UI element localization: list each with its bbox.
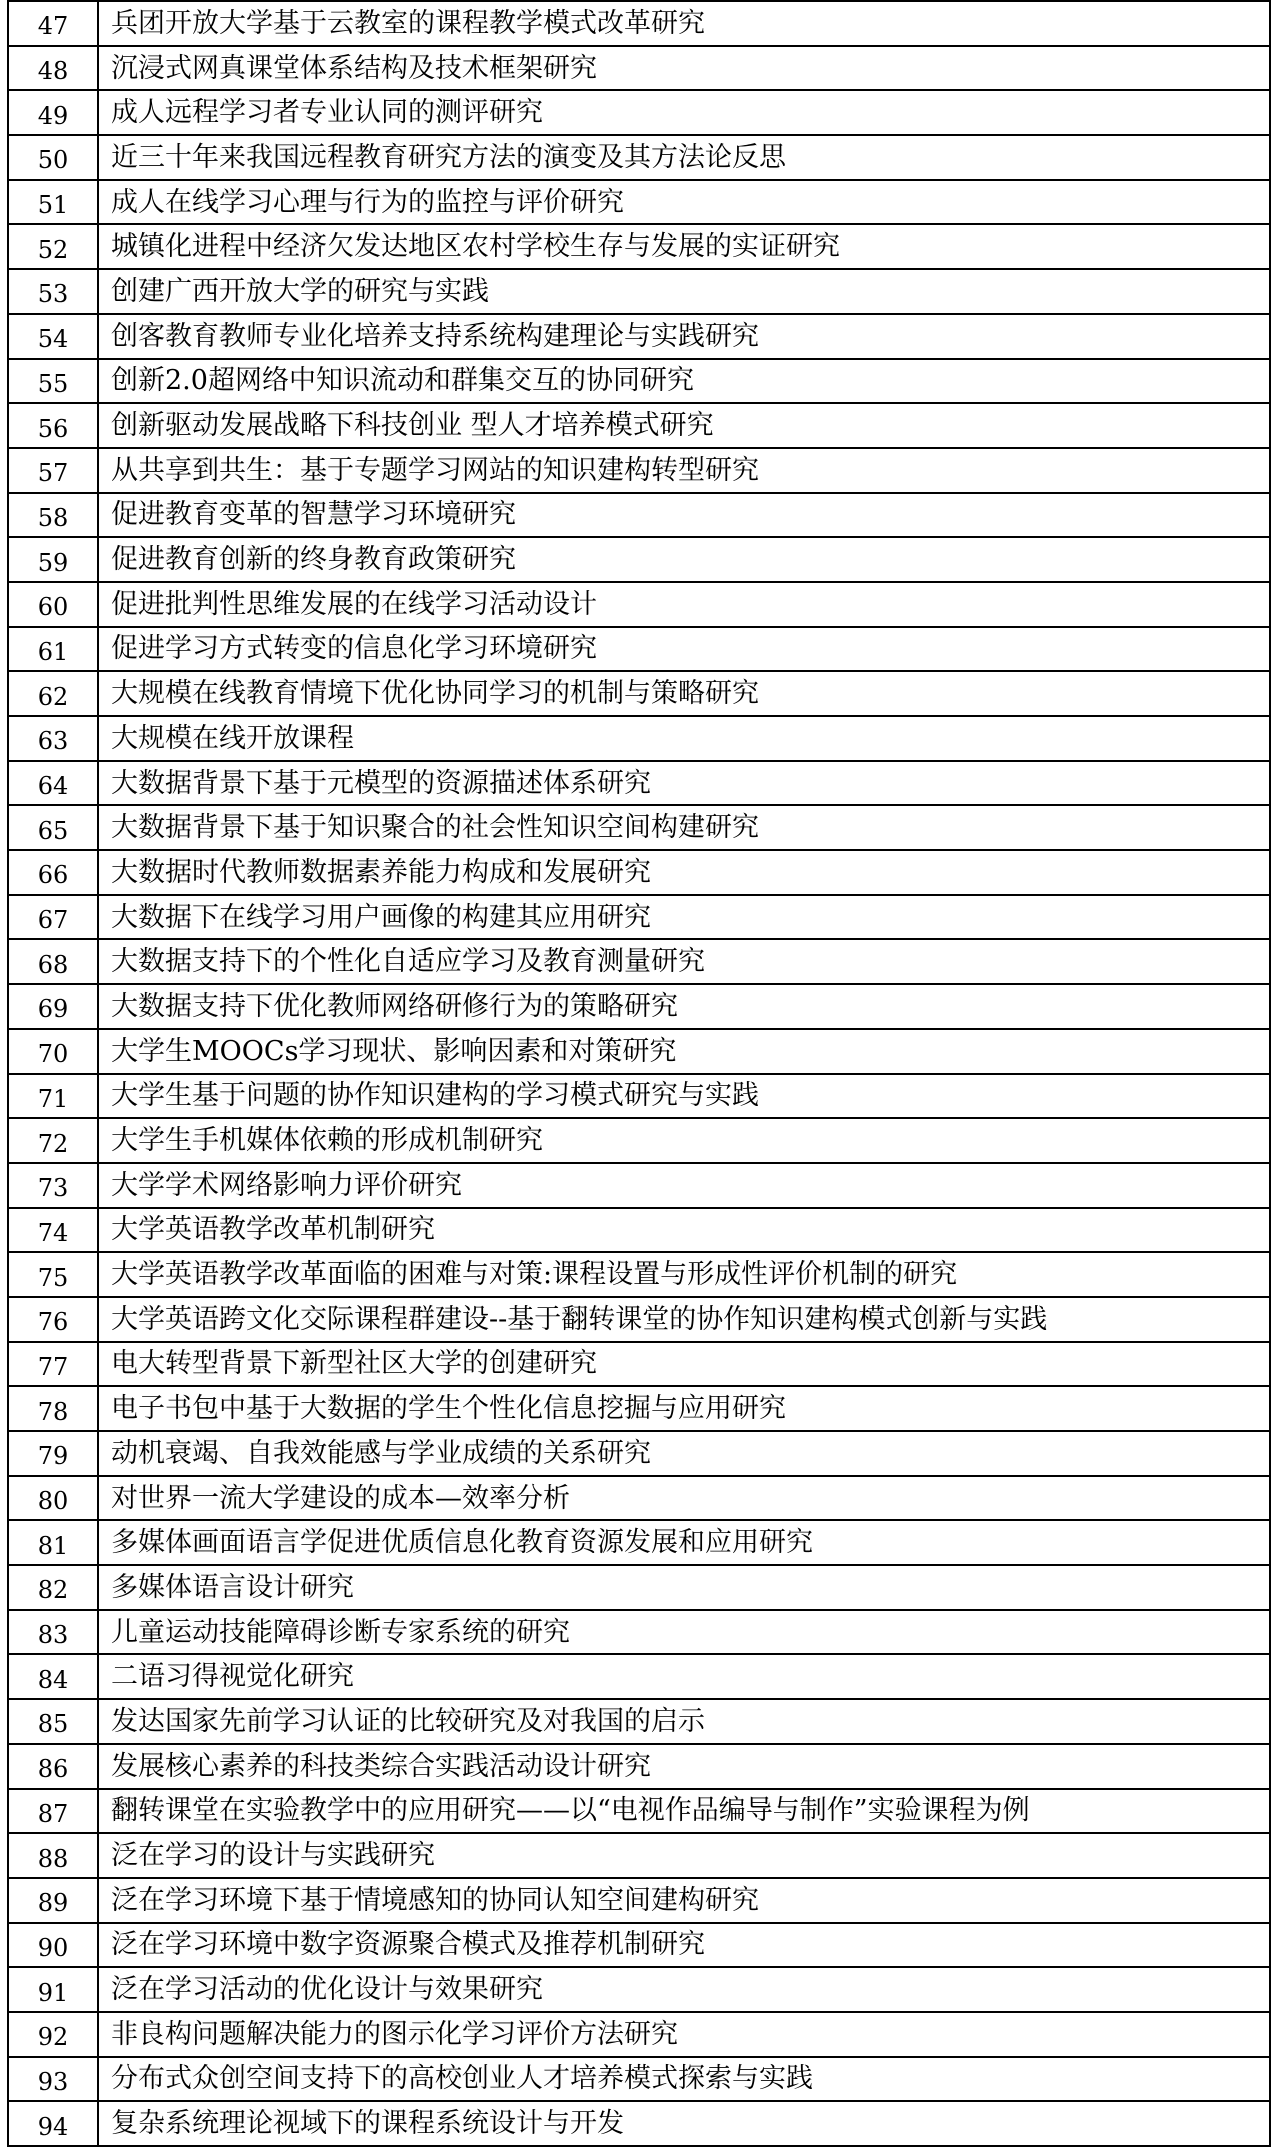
- project-title: 发展核心素养的科技类综合实践活动设计研究: [98, 1744, 1270, 1789]
- table-row: [8, 2057, 1270, 2102]
- project-title: 创建广西开放大学的研究与实践: [98, 269, 1270, 314]
- table-row: [8, 1923, 1270, 1968]
- row-number: 50: [8, 135, 98, 180]
- project-title: 多媒体画面语言学促进优质信息化教育资源发展和应用研究: [98, 1520, 1270, 1565]
- table-row: [8, 1118, 1270, 1163]
- project-title: 促进学习方式转变的信息化学习环境研究: [98, 627, 1270, 672]
- row-number: 47: [8, 1, 98, 46]
- row-number: 81: [8, 1520, 98, 1565]
- table-row: [8, 180, 1270, 225]
- table-row: [8, 1699, 1270, 1744]
- table-row: [8, 1476, 1270, 1521]
- table-row: [8, 1789, 1270, 1834]
- table-row: [8, 1, 1270, 46]
- document-page: [7, 0, 1271, 2147]
- table-row: [8, 761, 1270, 806]
- row-number: 76: [8, 1297, 98, 1342]
- row-number: 55: [8, 359, 98, 404]
- table-row: [8, 2101, 1270, 2146]
- research-topics-table: [7, 0, 1271, 2147]
- row-number: 57: [8, 448, 98, 493]
- project-title: 电子书包中基于大数据的学生个性化信息挖掘与应用研究: [98, 1386, 1270, 1431]
- table-row: [8, 805, 1270, 850]
- table-row: [8, 1297, 1270, 1342]
- table-row: [8, 1029, 1270, 1074]
- project-title: 大数据支持下优化教师网络研修行为的策略研究: [98, 984, 1270, 1029]
- table-row: [8, 90, 1270, 135]
- table-row: [8, 269, 1270, 314]
- table-row: [8, 1833, 1270, 1878]
- project-title: 二语习得视觉化研究: [98, 1654, 1270, 1699]
- project-title: 创新驱动发展战略下科技创业 型人才培养模式研究: [98, 403, 1270, 448]
- table-row: [8, 1208, 1270, 1253]
- table-row: [8, 1386, 1270, 1431]
- table-row: [8, 1610, 1270, 1655]
- project-title: 沉浸式网真课堂体系结构及技术框架研究: [98, 46, 1270, 91]
- row-number: 65: [8, 805, 98, 850]
- project-title: 大学生手机媒体依赖的形成机制研究: [98, 1118, 1270, 1163]
- project-title: 促进教育创新的终身教育政策研究: [98, 537, 1270, 582]
- row-number: 69: [8, 984, 98, 1029]
- table-row: [8, 135, 1270, 180]
- row-number: 59: [8, 537, 98, 582]
- row-number: 48: [8, 46, 98, 91]
- project-title: 动机衰竭、自我效能感与学业成绩的关系研究: [98, 1431, 1270, 1476]
- table-row: [8, 314, 1270, 359]
- project-title: 大学英语教学改革面临的困难与对策:课程设置与形成性评价机制的研究: [98, 1252, 1270, 1297]
- project-title: 大规模在线开放课程: [98, 716, 1270, 761]
- project-title: 大数据背景下基于元模型的资源描述体系研究: [98, 761, 1270, 806]
- project-title: 儿童运动技能障碍诊断专家系统的研究: [98, 1610, 1270, 1655]
- table-row: [8, 939, 1270, 984]
- table-row: [8, 359, 1270, 404]
- table-row: [8, 403, 1270, 448]
- project-title: 成人远程学习者专业认同的测评研究: [98, 90, 1270, 135]
- project-title: 促进批判性思维发展的在线学习活动设计: [98, 582, 1270, 627]
- row-number: 54: [8, 314, 98, 359]
- project-title: 大学英语跨文化交际课程群建设--基于翻转课堂的协作知识建构模式创新与实践: [98, 1297, 1270, 1342]
- row-number: 52: [8, 224, 98, 269]
- row-number: 84: [8, 1654, 98, 1699]
- row-number: 67: [8, 895, 98, 940]
- row-number: 49: [8, 90, 98, 135]
- table-row: [8, 493, 1270, 538]
- row-number: 53: [8, 269, 98, 314]
- row-number: 51: [8, 180, 98, 225]
- row-number: 64: [8, 761, 98, 806]
- project-title: 电大转型背景下新型社区大学的创建研究: [98, 1342, 1270, 1387]
- project-title: 兵团开放大学基于云教室的课程教学模式改革研究: [98, 1, 1270, 46]
- table-row: [8, 850, 1270, 895]
- table-row: [8, 448, 1270, 493]
- project-title: 发达国家先前学习认证的比较研究及对我国的启示: [98, 1699, 1270, 1744]
- row-number: 71: [8, 1074, 98, 1119]
- table-row: [8, 895, 1270, 940]
- table-row: [8, 2012, 1270, 2057]
- project-title: 大数据支持下的个性化自适应学习及教育测量研究: [98, 939, 1270, 984]
- table-row: [8, 537, 1270, 582]
- row-number: 85: [8, 1699, 98, 1744]
- project-title: 促进教育变革的智慧学习环境研究: [98, 493, 1270, 538]
- table-row: [8, 1163, 1270, 1208]
- table-row: [8, 1654, 1270, 1699]
- table-row: [8, 1878, 1270, 1923]
- row-number: 56: [8, 403, 98, 448]
- row-number: 78: [8, 1386, 98, 1431]
- row-number: 82: [8, 1565, 98, 1610]
- row-number: 68: [8, 939, 98, 984]
- row-number: 72: [8, 1118, 98, 1163]
- row-number: 87: [8, 1789, 98, 1834]
- table-row: [8, 1252, 1270, 1297]
- table-row: [8, 984, 1270, 1029]
- project-title: 泛在学习的设计与实践研究: [98, 1833, 1270, 1878]
- table-row: [8, 1342, 1270, 1387]
- project-title: 复杂系统理论视域下的课程系统设计与开发: [98, 2101, 1270, 2146]
- row-number: 62: [8, 671, 98, 716]
- row-number: 88: [8, 1833, 98, 1878]
- row-number: 63: [8, 716, 98, 761]
- project-title: 创客教育教师专业化培养支持系统构建理论与实践研究: [98, 314, 1270, 359]
- project-title: 近三十年来我国远程教育研究方法的演变及其方法论反思: [98, 135, 1270, 180]
- row-number: 90: [8, 1923, 98, 1968]
- table-row: [8, 224, 1270, 269]
- row-number: 94: [8, 2101, 98, 2146]
- row-number: 60: [8, 582, 98, 627]
- table-row: [8, 1520, 1270, 1565]
- project-title: 泛在学习环境中数字资源聚合模式及推荐机制研究: [98, 1923, 1270, 1968]
- project-title: 城镇化进程中经济欠发达地区农村学校生存与发展的实证研究: [98, 224, 1270, 269]
- project-title: 泛在学习环境下基于情境感知的协同认知空间建构研究: [98, 1878, 1270, 1923]
- project-title: 从共享到共生：基于专题学习网站的知识建构转型研究: [98, 448, 1270, 493]
- table-row: [8, 671, 1270, 716]
- row-number: 92: [8, 2012, 98, 2057]
- row-number: 89: [8, 1878, 98, 1923]
- project-title: 大学生MOOCs学习现状、影响因素和对策研究: [98, 1029, 1270, 1074]
- row-number: 79: [8, 1431, 98, 1476]
- project-title: 大数据时代教师数据素养能力构成和发展研究: [98, 850, 1270, 895]
- row-number: 75: [8, 1252, 98, 1297]
- table-row: [8, 1431, 1270, 1476]
- row-number: 74: [8, 1208, 98, 1253]
- row-number: 86: [8, 1744, 98, 1789]
- project-title: 分布式众创空间支持下的高校创业人才培养模式探索与实践: [98, 2057, 1270, 2102]
- project-title: 创新2.0超网络中知识流动和群集交互的协同研究: [98, 359, 1270, 404]
- project-title: 对世界一流大学建设的成本—效率分析: [98, 1476, 1270, 1521]
- project-title: 泛在学习活动的优化设计与效果研究: [98, 1967, 1270, 2012]
- row-number: 58: [8, 493, 98, 538]
- row-number: 61: [8, 627, 98, 672]
- project-title: 大数据背景下基于知识聚合的社会性知识空间构建研究: [98, 805, 1270, 850]
- table-row: [8, 627, 1270, 672]
- table-row: [8, 1565, 1270, 1610]
- project-title: 大学生基于问题的协作知识建构的学习模式研究与实践: [98, 1074, 1270, 1119]
- row-number: 91: [8, 1967, 98, 2012]
- project-title: 多媒体语言设计研究: [98, 1565, 1270, 1610]
- row-number: 66: [8, 850, 98, 895]
- row-number: 73: [8, 1163, 98, 1208]
- table-row: [8, 716, 1270, 761]
- project-title: 大学学术网络影响力评价研究: [98, 1163, 1270, 1208]
- row-number: 77: [8, 1342, 98, 1387]
- table-row: [8, 1967, 1270, 2012]
- row-number: 93: [8, 2057, 98, 2102]
- table-row: [8, 46, 1270, 91]
- table-row: [8, 582, 1270, 627]
- project-title: 成人在线学习心理与行为的监控与评价研究: [98, 180, 1270, 225]
- table-row: [8, 1074, 1270, 1119]
- project-title: 大数据下在线学习用户画像的构建其应用研究: [98, 895, 1270, 940]
- project-title: 翻转课堂在实验教学中的应用研究——以“电视作品编导与制作”实验课程为例: [98, 1789, 1270, 1834]
- project-title: 大规模在线教育情境下优化协同学习的机制与策略研究: [98, 671, 1270, 716]
- project-title: 非良构问题解决能力的图示化学习评价方法研究: [98, 2012, 1270, 2057]
- table-row: [8, 1744, 1270, 1789]
- row-number: 70: [8, 1029, 98, 1074]
- table-body: [8, 1, 1270, 2146]
- row-number: 80: [8, 1476, 98, 1521]
- row-number: 83: [8, 1610, 98, 1655]
- project-title: 大学英语教学改革机制研究: [98, 1208, 1270, 1253]
